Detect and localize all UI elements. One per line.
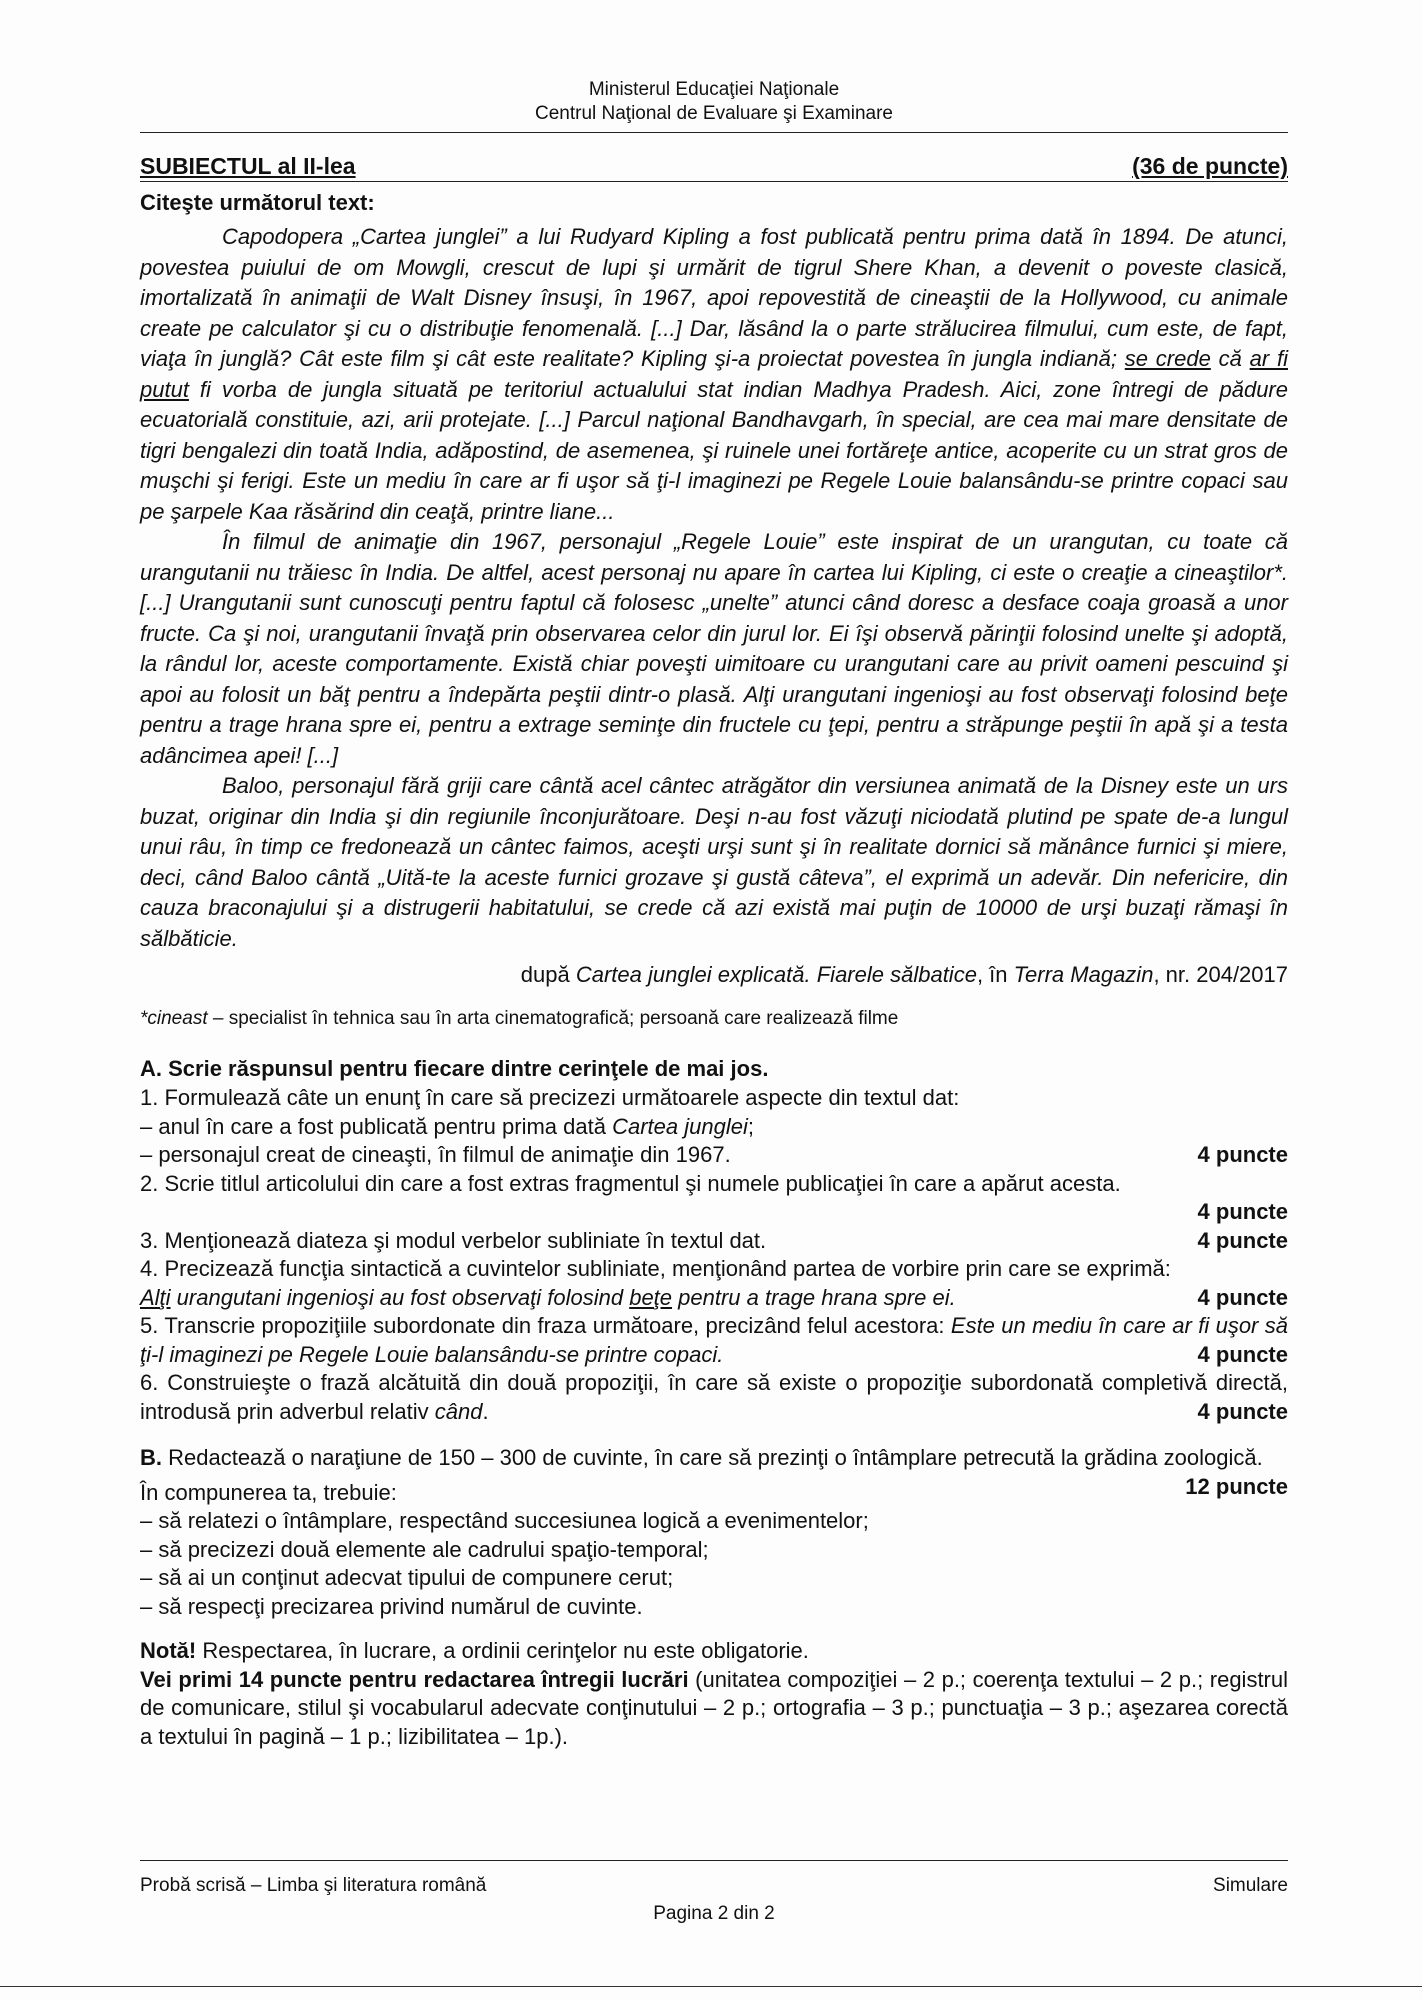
ministry-name: Ministerul Educaţiei Naţionale <box>588 79 840 100</box>
page-number: Pagina 2 din 2 <box>653 1903 775 1924</box>
section-b-text: Redactează o naraţiune de 150 – 300 de cuvinte, în care să prezinţi o întâmplare petrecută la grădina zoologică. <box>162 1445 1263 1470</box>
source-magazine: Terra Magazin <box>1013 962 1154 987</box>
item-3 <box>140 1227 1288 1256</box>
footnote-term: *cineast <box>140 1008 208 1029</box>
section-b-label: B. <box>140 1445 162 1470</box>
footer-row <box>140 1875 1288 1897</box>
item-italic: Cartea junglei <box>612 1113 748 1139</box>
text-segment: fi vorba de jungla situată pe teritoriul actualului stat indian Madhya Pradesh. Aici, zone întregi de pădure ecuatorială constituie, azi, arii protejate. [...] Parcul naţional Bandhavgarh, în special, are cea mai mare densitate de tigri bengalezi din toată India, adăpostind, de asemenea, şi ruinele unei fortăreţe antice, acoperite cu un strat gros de muşchi şi ferigi. Este un mediu în care ar fi uşor să ţi-l imaginezi pe Regele Louie balansându-se printre copaci sau pe şarpele Kaa răsărind din ceaţă, printre liane... <box>140 376 1288 524</box>
underlined-word-2: beţe <box>629 1284 673 1310</box>
note-text: Respectarea, în lucrare, a ordinii cerinţelor nu este obligatorie. <box>196 1638 809 1663</box>
subject-points: (36 de puncte) <box>1132 153 1288 179</box>
item-text: 6. Construieşte o frază alcătuită din două propoziţii, în care să existe o propoziţie subordonată completivă directă, introdusă prin adverbul relativ <box>140 1370 1288 1424</box>
item-italic: când <box>434 1398 483 1424</box>
item-text: pentru a trage hrana spre ei. <box>672 1284 956 1310</box>
footnote <box>140 1008 1288 1030</box>
reading-text <box>140 222 1288 954</box>
exam-type: Simulare <box>1213 1875 1288 1896</box>
item-5-points: 4 puncte <box>1197 1341 1288 1367</box>
source-post: , nr. 204/2017 <box>1153 962 1288 987</box>
instruction: Citeşte următorul text: <box>140 190 375 215</box>
text-segment: că <box>1210 346 1250 371</box>
item-3-points: 4 puncte <box>1197 1227 1288 1253</box>
item-italic: Este un mediu în care ar fi uşor să ţi-l imaginezi pe Regele Louie balansându-se printre copaci. <box>140 1313 1288 1367</box>
center-name: Centrul Naţional de Evaluare şi Examinare <box>534 103 893 124</box>
underlined-verb-1: se crede <box>1124 346 1211 371</box>
item-1-points: 4 puncte <box>1197 1142 1288 1167</box>
scoring-details: (unitatea compoziţiei – 2 p.; coerenţa textului – 2 p.; registrul de comunicare, stilul şi vocabularul adecvate conţinutului – 2 p.; ortografia – 3 p.; punctuaţia – 3 p.; aşezarea corectă a textului în pagină – 1 p.; lizibilitatea – 1p.). <box>140 1666 1289 1749</box>
item-text: ; <box>747 1113 754 1139</box>
source-citation <box>140 962 1288 988</box>
item-2-points-row <box>140 1198 1288 1227</box>
exam-name: Probă scrisă – Limba şi literatura română <box>140 1875 487 1896</box>
paragraph-2: În filmul de animaţie din 1967, personajul „Regele Louie” este inspirat de un urangutan, cu toate că urangutanii nu trăiesc în India. De altfel, acest personaj nu apare în cartea lui Kipling, ci este o creaţie a cineaştilor*. [...] Urangutanii sunt cunoscuţi pentru faptul că folosesc „unelte” atunci când doresc a desface coaja groasă a unor fructe. Ca şi noi, urangutanii învaţă prin observarea celor din jurul lor. Ei îşi observă părinţii folosind unelte şi adoptă, la rândul lor, aceste comportamente. Există chiar poveşti uimitoare cu urangutani care au privit oameni pescuind şi apoi au folosit un băţ pentru a îndepărta peştii dintr-o plasă. Alţi urangutani ingenioşi au fost observaţi folosind beţe pentru a trage hrana spre ei, pentru a extrage seminţe din fructele cu ţepi, pentru a străpunge peştii în apă şi a testa adâncimea apei! [...] <box>140 529 1288 768</box>
subject-title: SUBIECTUL al II-lea <box>140 153 356 179</box>
section-a-items <box>140 1084 1288 1426</box>
scoring-line <box>140 1666 1288 1752</box>
note-label: Notă! <box>140 1638 197 1663</box>
requirement-4: – să respecţi precizarea privind numărul de cuvinte. <box>140 1593 643 1619</box>
composition-requirements <box>140 1479 1288 1622</box>
item-2: 2. Scrie titlul articolului din care a fost extras fragmentul şi numele publicaţiei în care a apărut acesta. <box>140 1170 1121 1196</box>
note <box>140 1637 1288 1751</box>
section-b-points: 12 puncte <box>1185 1473 1288 1499</box>
underlined-verb-2: ar fi putut <box>140 346 1288 402</box>
item-text: – personajul creat de cineaşti, în filmul de animaţie din 1967. <box>140 1142 731 1167</box>
item-sentence <box>140 1284 956 1313</box>
header-divider <box>140 132 1288 133</box>
item-6-points: 4 puncte <box>1197 1398 1288 1424</box>
scoring-bold: Vei primi 14 puncte pentru redactarea întregii lucrări <box>140 1666 689 1692</box>
page-footer <box>140 1860 1288 1925</box>
requirement-3: – să ai un conţinut adecvat tipului de compunere cerut; <box>140 1565 674 1590</box>
source-title: Cartea junglei explicată. Fiarele sălbatice <box>575 962 977 987</box>
section-a-title: A. Scrie răspunsul pentru fiecare dintre cerinţele de mai jos. <box>140 1056 769 1081</box>
page-header <box>140 78 1288 126</box>
item-text: 5. Transcrie propoziţiile subordonate din fraza următoare, precizând felul acestora: <box>140 1313 951 1338</box>
item-4: 4. Precizează funcţia sintactică a cuvintelor subliniate, menţionând partea de vorbire prin care se exprimă: <box>140 1256 1171 1281</box>
paragraph-3: Baloo, personajul fără griji care cântă acel cântec atrăgător din versiunea animată de la Disney este un urs buzat, originar din India şi din regiunile înconjurătoare. Deşi n-au fost văzuţi niciodată plutind pe spate de-a lungul unui râu, în timp ce fredonează un cântec faimos, aceşti urşi sunt şi în realitate dornici să mănânce furnici şi miere, deci, când Baloo cântă „Uită-te la aceste furnici grozave şi gustă câteva”, el exprimă un adevăr. Din nefericire, din cauza braconajului şi a distrugerii habitatului, se crede că azi există mai puţin de 10000 de urşi buzaţi rămaşi în sălbăticie. <box>140 773 1288 951</box>
underlined-word-1: Alţi <box>140 1284 171 1310</box>
source-pre: după <box>520 962 576 987</box>
note-line <box>140 1637 1288 1666</box>
source-mid: , în <box>976 962 1014 987</box>
text-segment: Capodopera „Cartea junglei” a lui Rudyard Kipling a fost publicată pentru prima dată în 1894. De atunci, povestea puiului de om Mowgli, crescut de lupi şi urmărit de tigrul Shere Khan, a devenit o poveste clasică, imortalizată în animaţii de Walt Disney însuşi, în 1967, apoi repovestită de cineaştii de la Hollywood, cu animale create pe calculator şi cu o distribuţie fenomenală. [...] Dar, lăsând la o parte strălucirea filmului, cum este, de fapt, viaţa în junglă? Cât este film şi cât este realitate? Kipling şi-a proiectat povestea în jungla indiană; <box>140 224 1288 371</box>
exam-page <box>140 78 1288 1751</box>
requirement-1: – să relatezi o întâmplare, respectând succesiunea logică a evenimentelor; <box>140 1508 869 1533</box>
subject-heading <box>140 153 1288 180</box>
item-1: 1. Formulează câte un enunţ în care să precizezi următoarele aspecte din textul dat: <box>140 1085 960 1110</box>
item-5 <box>140 1312 1288 1369</box>
bottom-divider <box>0 1986 1422 1987</box>
item-text: – anul în care a fost publicată pentru prima dată <box>140 1113 613 1139</box>
item-1a <box>140 1113 1288 1142</box>
item-text: 3. Menţionează diateza şi modul verbelor subliniate în textul dat. <box>140 1227 767 1253</box>
item-4-points: 4 puncte <box>1197 1284 1288 1310</box>
footer-divider <box>140 1860 1288 1861</box>
item-4-sentence <box>140 1284 1288 1313</box>
item-text: . <box>482 1398 489 1424</box>
item-6 <box>140 1369 1288 1426</box>
footnote-definition: – specialist în tehnica sau în arta cinematografică; persoană care realizează filme <box>207 1008 899 1029</box>
item-2-points: 4 puncte <box>1197 1199 1288 1224</box>
item-1b <box>140 1141 1288 1170</box>
paragraph-1 <box>140 222 1288 527</box>
requirements-intro: În compunerea ta, trebuie: <box>140 1479 397 1505</box>
subject-divider <box>140 181 1288 182</box>
item-text: urangutani ingenioşi au fost observaţi folosind <box>170 1284 630 1310</box>
requirement-2: – să precizezi două elemente ale cadrului spaţio-temporal; <box>140 1536 709 1562</box>
